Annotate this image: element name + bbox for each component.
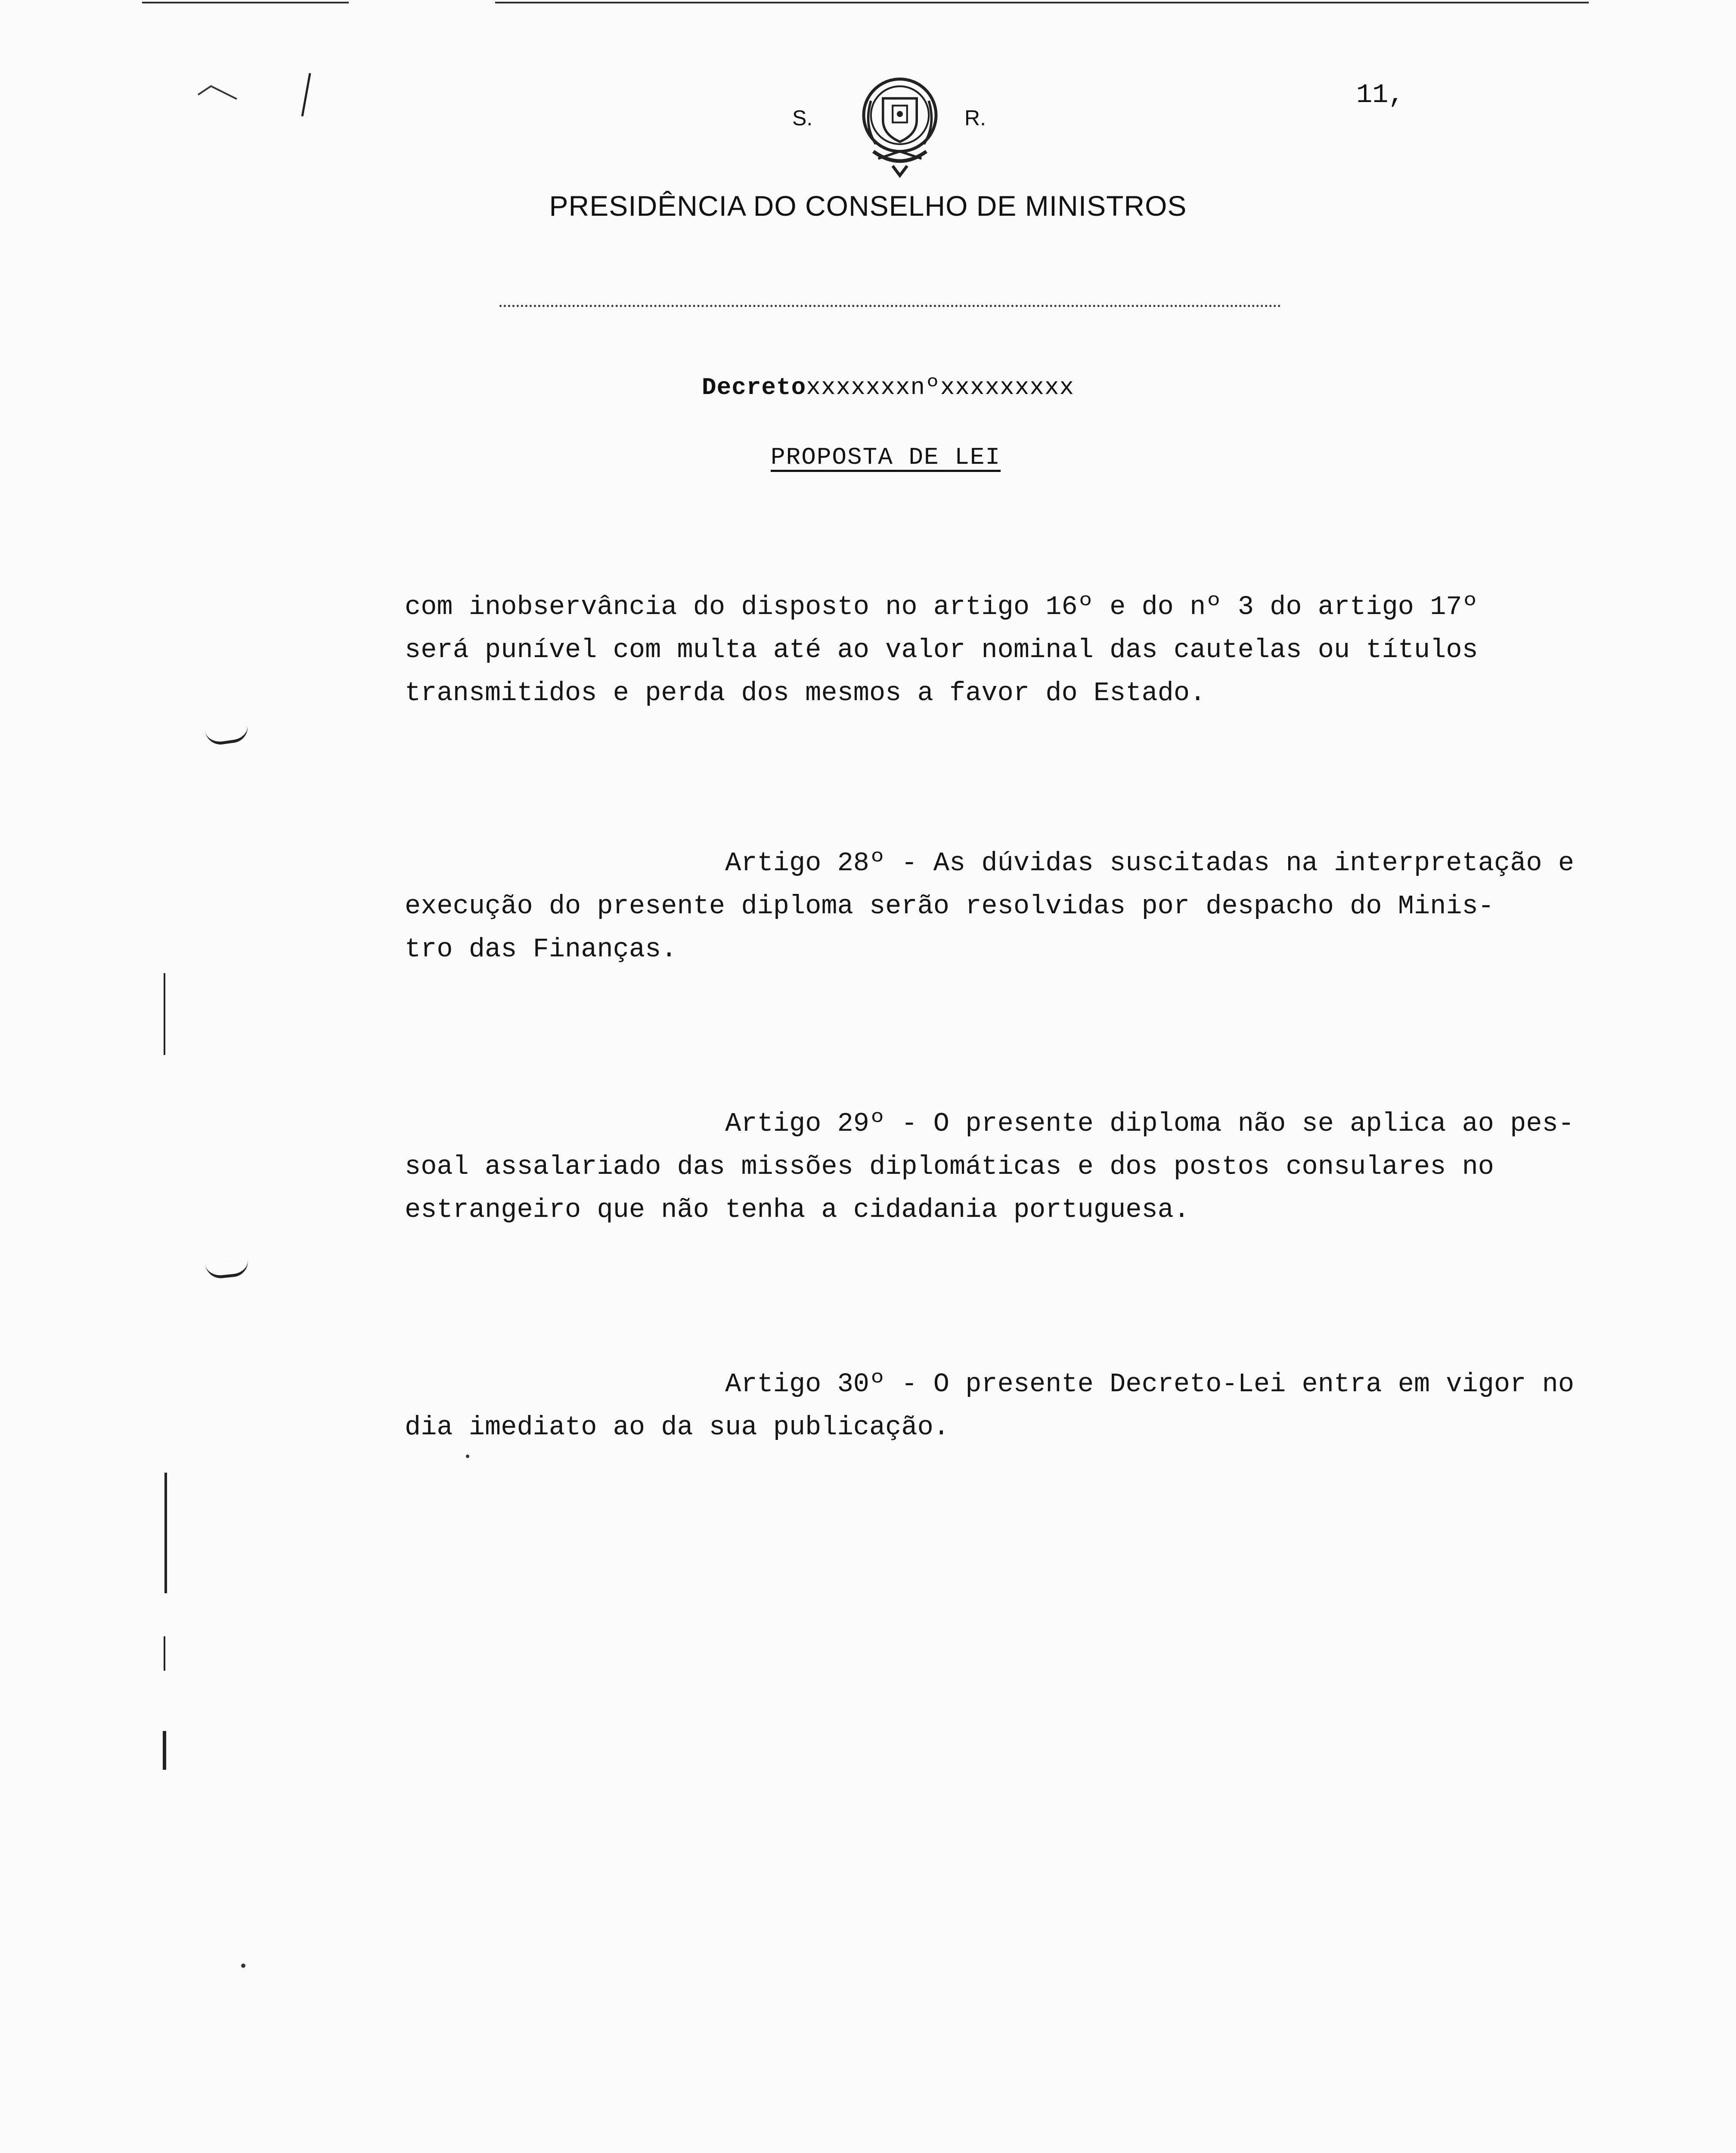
paragraph-article-28: Artigo 28º - As dúvidas suscitadas na interpretação e execução do presente diploma serão resolvidas por despacho do Minis- tro das Finanças. [405,848,1575,965]
struck-filler: xxxxxxxnºxxxxxxxxx [806,374,1075,401]
top-rule-left [142,2,349,3]
margin-vertical-stroke-3 [164,1636,165,1671]
struck-document-type [702,374,1074,401]
margin-check-mark-1 [205,725,250,747]
coat-of-arms-seal [840,65,960,185]
paragraph-continuation: com inobservância do disposto no artigo 16º e do nº 3 do artigo 17º será punível com multa até ao valor nominal das cautelas ou títulos transmitidos e perda dos mesmos a favor do Estado. [405,592,1478,708]
margin-scribble [194,73,245,108]
page-number: 11, [1356,80,1404,110]
paragraph-article-30: Artigo 30º - O presente Decreto-Lei entra em vigor no dia imediato ao da sua publicação. [405,1369,1575,1443]
struck-word: Decreto [702,374,806,401]
dotted-separator [499,305,1281,307]
margin-check-mark-2 [205,1260,249,1280]
paragraph-article-29: Artigo 29º - O presente diploma não se aplica ao pes- soal assalariado das missões diplomáticas e dos postos consulares no estrangeiro que não tenha a cidadania portuguesa. [405,1108,1575,1225]
institution-heading: PRESIDÊNCIA DO CONSELHO DE MINISTROS [549,190,1187,222]
header-letter-r: R. [964,106,986,130]
text-speck [466,1455,469,1458]
top-rule-right [495,2,1589,3]
document-type-title: PROPOSTA DE LEI [771,444,1001,471]
margin-vertical-stroke-4 [163,1731,166,1770]
margin-pen-stroke [293,69,319,121]
header-letter-s: S. [792,106,813,130]
margin-vertical-stroke [164,1473,167,1593]
margin-speck [241,1964,245,1968]
margin-vertical-stroke-2 [164,973,165,1055]
